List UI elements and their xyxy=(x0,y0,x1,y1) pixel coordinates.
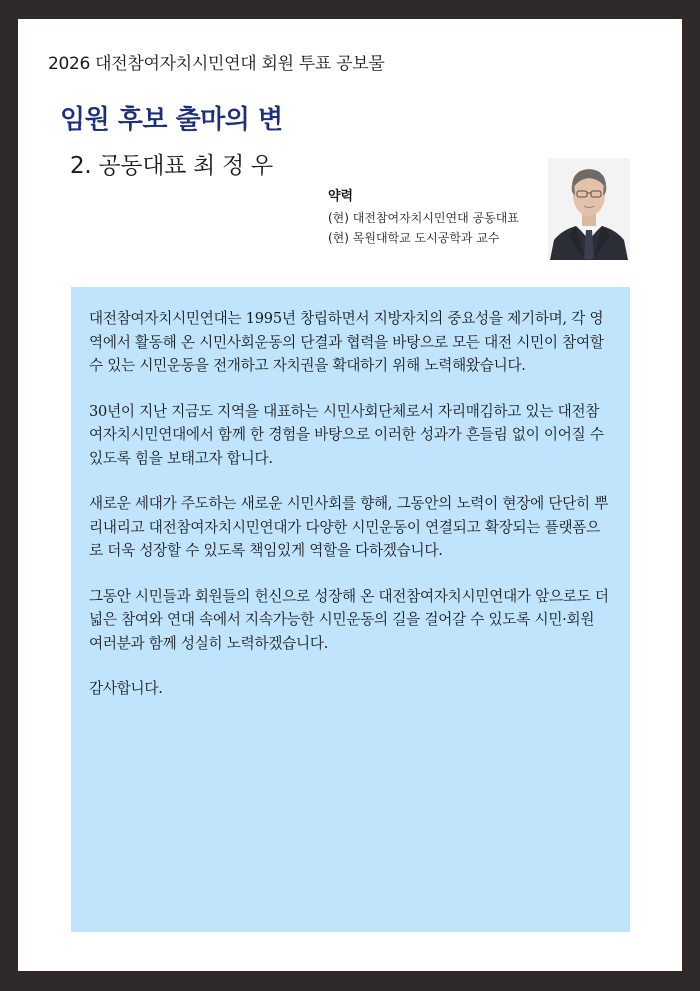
candidate-subtitle: 2. 공동대표 최 정 우 xyxy=(70,153,273,179)
statement-box xyxy=(71,287,630,932)
profile-item: (현) 대전참여자치시민연대 공동대표 xyxy=(328,211,519,225)
statement-paragraph: 대전참여자치시민연대는 1995년 창립하면서 지방자치의 중요성을 제기하며, 각 영역에서 활동해 온 시민사회운동의 단결과 협력을 바탕으로 모든 대전 시민이 참여할 수 있는 시민운동을 전개하고 자치권을 확대하기 위해 노력해왔습니다. xyxy=(89,310,604,374)
document-page xyxy=(18,19,682,971)
statement-paragraph: 새로운 세대가 주도하는 새로운 시민사회를 향해, 그동안의 노력이 현장에 단단히 뿌리내리고 대전참여자치시민연대가 다양한 시민운동이 연결되고 확장되는 플랫폼으로 더욱 성장할 수 있도록 책임있게 역할을 다하겠습니다. xyxy=(89,495,609,559)
profile-heading: 약력 xyxy=(328,189,354,204)
statement-paragraph: 그동안 시민들과 회원들의 헌신으로 성장해 온 대전참여자치시민연대가 앞으로도 더 넓은 참여와 연대 속에서 지속가능한 시민운동의 길을 걸어갈 수 있도록 시민·회원 여러분과 함께 성실히 노력하겠습니다. xyxy=(89,587,609,652)
document-header: 2026 대전참여자치시민연대 회원 투표 공보물 xyxy=(48,54,385,74)
candidate-portrait-icon xyxy=(548,158,630,260)
page-title: 임원 후보 출마의 변 xyxy=(60,105,283,135)
profile-item: (현) 목원대학교 도시공학과 교수 xyxy=(328,231,500,245)
statement-closing: 감사합니다. xyxy=(89,680,163,697)
statement-paragraph: 30년이 지난 지금도 지역을 대표하는 시민사회단체로서 자리매김하고 있는 대전참여자치시민연대에서 함께 한 경험을 바탕으로 이러한 성과가 흔들림 없이 이어질 수 있도록 힘을 보태고자 합니다. xyxy=(89,402,604,467)
candidate-profile xyxy=(328,187,538,248)
statement-text xyxy=(89,307,609,723)
